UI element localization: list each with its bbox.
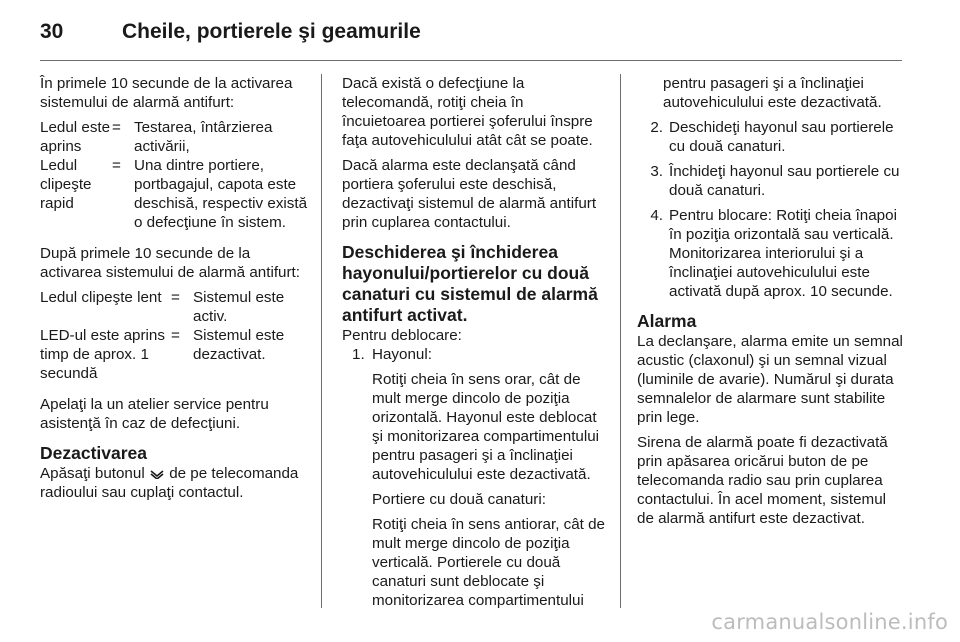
column-3 xyxy=(637,74,905,534)
unlock-label: Pentru deblocare: xyxy=(342,327,462,344)
table-equals: = xyxy=(112,119,121,136)
list-number: 4. xyxy=(650,207,663,224)
table-row xyxy=(40,326,308,383)
list-text: Închideţi hayonul sau portierele cu două canaturi. xyxy=(669,163,900,199)
column-divider-1 xyxy=(321,74,322,608)
alarm-triggered-paragraph: Dacă alarma este declanşată când portiera şoferului este deschisă, dezactivaţi sistemul de alarmă antifurt prin cuplarea contactului. xyxy=(342,157,597,231)
header-divider xyxy=(40,60,902,61)
table-equals: = xyxy=(112,157,121,174)
table-row xyxy=(40,288,308,326)
list-text: Pentru blocare: Rotiţi cheia înapoi în poziţia orizontală sau verticală. Monitorizarea interiorului şi a înclinaţiei autovehiculului este activată după aprox. 10 secunde. xyxy=(669,207,897,300)
workshop-paragraph: Apelaţi la un atelier service pentru asistenţă în caz de defecţiuni. xyxy=(40,396,269,432)
deactivation-heading: Dezactivarea xyxy=(40,443,148,463)
siren-paragraph: Sirena de alarmă poate fi dezactivată prin apăsarea oricărui buton de pe telecomanda radio sau prin cuplarea contactului. În acel moment, sistemul de alarmă antifurt este dezactivat. xyxy=(637,434,888,527)
list-item xyxy=(637,118,905,156)
alarm-heading: Alarma xyxy=(637,311,697,331)
column-divider-2 xyxy=(620,74,621,608)
intro-paragraph: În primele 10 secunde de la activarea sistemului de alarmă antifurt: xyxy=(40,75,293,111)
deactivation-text-start: Apăsaţi butonul xyxy=(40,465,145,482)
list-number: 2. xyxy=(650,119,663,136)
list-number: 3. xyxy=(650,163,663,180)
table-definition: Una dintre portiere, portbagajul, capota este deschisă, respectiv există o defecţiune în sistem. xyxy=(134,157,308,231)
watermark: carmanualsonline.info xyxy=(711,610,948,634)
table-row xyxy=(40,156,308,232)
list-text: Deschideţi hayonul sau portierele cu două canaturi. xyxy=(669,119,894,155)
column-1 xyxy=(40,74,308,502)
table-equals: = xyxy=(171,327,180,344)
table-definition: Sistemul este activ. xyxy=(193,289,285,325)
deactivation-text-end: de pe telecomanda radioului sau cuplaţi contactul. xyxy=(40,465,299,501)
deactivation-paragraph xyxy=(40,464,308,502)
table-equals: = xyxy=(171,289,180,306)
list-item xyxy=(637,162,905,200)
page-title: Cheile, portierele şi geamurile xyxy=(122,20,421,43)
list-label: Hayonul: xyxy=(372,346,432,363)
remote-fault-paragraph: Dacă există o defecţiune la telecomandă, rotiţi cheia în încuietoarea portierei şoferului înspre faţa autovehiculului atât cât se poate. xyxy=(342,75,593,149)
table-term: LED-ul este aprins timp de aprox. 1 secundă xyxy=(40,327,165,382)
double-doors-paragraph: Rotiţi cheia în sens antiorar, cât de mult merge dincolo de poziţia verticală. Portierele cu două canaturi sunt deblocate şi monitorizarea compartimentului xyxy=(372,516,606,609)
table-term: Ledul clipeşte lent xyxy=(40,289,162,306)
led-table-first xyxy=(40,118,308,232)
column-2 xyxy=(342,74,606,616)
double-doors-label: Portiere cu două canaturi: xyxy=(372,491,546,508)
list-item xyxy=(342,345,606,364)
table-definition: Sistemul este dezactivat. xyxy=(193,327,285,363)
table-row xyxy=(40,118,308,156)
table-term: Ledul este aprins xyxy=(40,119,111,155)
tailgate-heading: Deschiderea şi închiderea hayonului/portierelor cu două canaturi cu sistemul de alarmă antifurt activat. xyxy=(342,242,598,325)
list-number: 1. xyxy=(352,346,365,363)
list-item xyxy=(637,206,905,301)
page-number: 30 xyxy=(40,20,64,43)
tailgate-unlock-paragraph: Rotiţi cheia în sens orar, cât de mult merge dincolo de poziţia orizontală. Hayonul este deblocat şi monitorizarea compartimentului pentru pasageri şi a înclinaţiei autovehiculului este dezactivată. xyxy=(372,371,600,483)
table-term: Ledul clipeşte rapid xyxy=(40,157,92,212)
continued-paragraph: pentru pasageri şi a înclinaţiei autovehiculului este dezactivată. xyxy=(663,75,882,111)
table-definition: Testarea, întârzierea activării, xyxy=(134,119,273,155)
unlock-key-icon xyxy=(149,467,165,479)
led-table-second xyxy=(40,288,308,383)
after-paragraph: După primele 10 secunde de la activarea sistemului de alarmă antifurt: xyxy=(40,245,300,281)
alarm-paragraph: La declanşare, alarma emite un semnal acustic (claxonul) şi un semnal vizual (luminile de avarie). Numărul şi durata semnalelor de alarmare sunt stabilite prin lege. xyxy=(637,333,903,426)
